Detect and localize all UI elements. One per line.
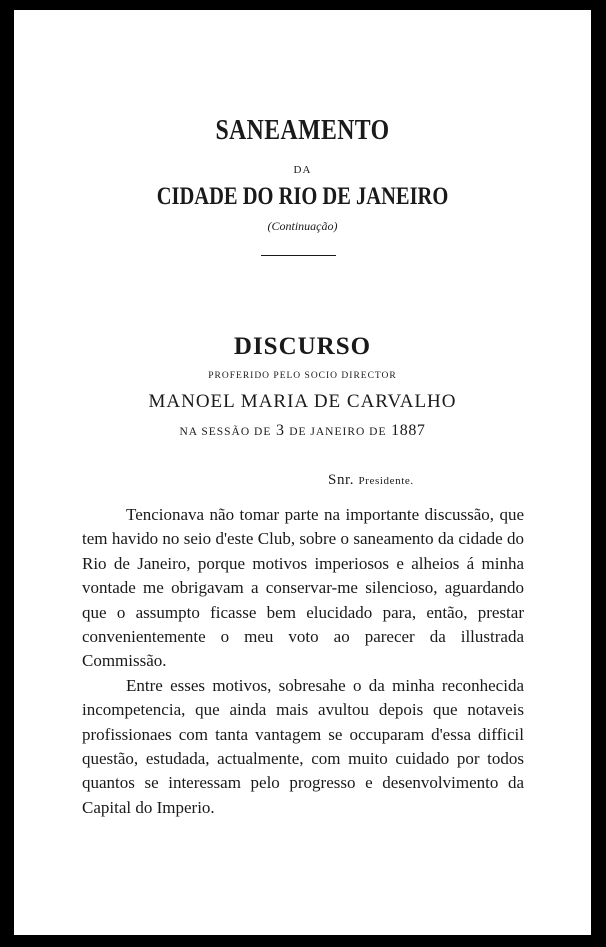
document-subtitle: CIDADE DO RIO DE JANEIRO <box>156 183 449 210</box>
session-day: 3 <box>275 422 285 439</box>
session-prefix: NA SESSÃO DE <box>179 426 272 438</box>
speech-heading: DISCURSO <box>233 333 372 360</box>
title-divider <box>261 255 336 256</box>
speech-body <box>82 503 524 820</box>
continuation-note: (Continuação) <box>267 219 338 233</box>
speech-author: MANOEL MARIA DE CARVALHO <box>148 391 457 412</box>
session-month: DE JANEIRO DE <box>289 426 387 438</box>
speech-byline: PROFERIDO PELO SOCIO DIRECTOR <box>208 371 397 381</box>
salutation-title: Presidente. <box>358 475 414 487</box>
title-connector: DA <box>293 164 312 176</box>
salutation-honorific: Snr. <box>328 472 355 488</box>
document-title: SANEAMENTO <box>215 114 390 146</box>
paragraph: Tencionava não tomar parte na importante discussão, que tem havido no seio d'este Club, sobre o saneamento da cidade do Rio de Janeiro, porque motivos imperiosos e alheios á minha vontade me obrigavam a conservar-me silencioso, aguardando que o assumpto ficasse bem elucidado para, então, prestar convenientemente o meu voto ao parecer da illustrada Commissão. <box>82 505 524 671</box>
document-page <box>14 10 591 935</box>
salutation <box>328 472 578 489</box>
session-date <box>14 422 591 440</box>
session-year: 1887 <box>391 422 426 439</box>
paragraph: Entre esses motivos, sobresahe o da minha reconhecida incompetencia, que ainda mais avultou depois que notaveis profissionaes com tanta vantagem se occuparam d'essa difficil questão, estudada, actualmente, com muito cuidado por todos quantos se interessam pelo progresso e desenvolvimento da Capital do Imperio. <box>82 675 524 817</box>
